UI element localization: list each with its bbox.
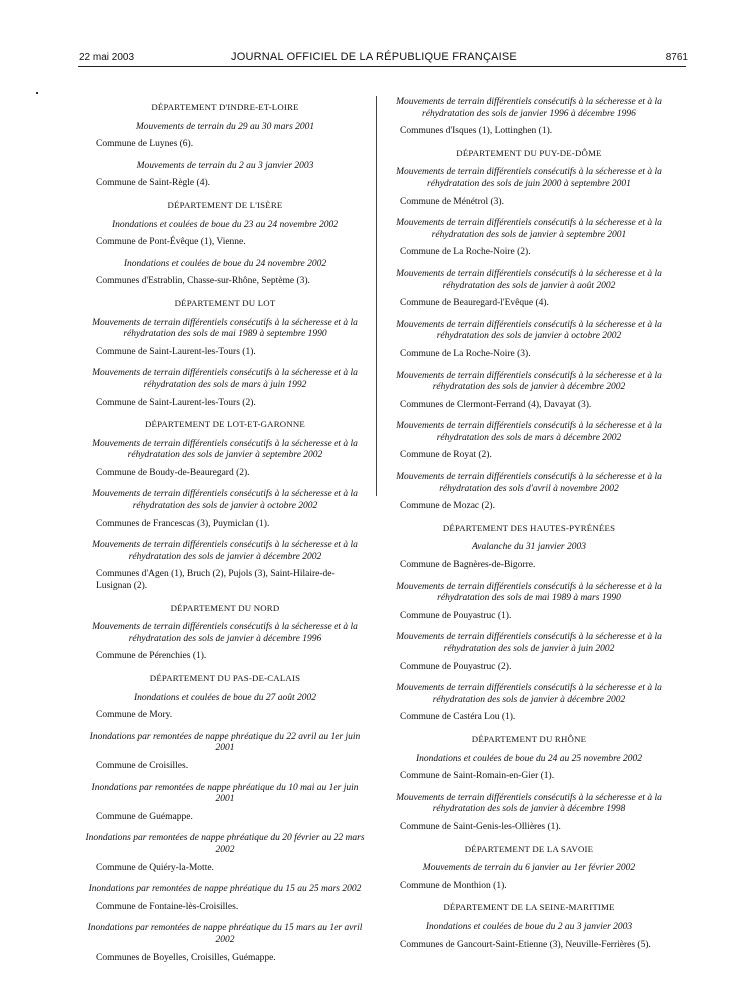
department-section [84,673,366,964]
commune-list: Commune de Pouyastruc (1). [400,610,512,621]
department-section [84,298,366,409]
event-title: Mouvements de terrain différentiels consécutifs à la sécheresse et à la réhydratation des sols de juin 2000 à septembre 2001 [396,167,662,189]
event-title: Mouvements de terrain différentiels consécutifs à la sécheresse et à la réhydratation des sols de janvier à septembre 2002 [92,438,358,461]
commune-list: Commune de La Roche-Noire (2). [400,247,531,258]
commune-list: Commune de Pont-Évêque (1), Vienne. [96,237,246,248]
commune-list: Commune de Saint-Romain-en-Gier (1). [400,771,555,782]
event-title: Mouvements de terrain différentiels consécutifs à la sécheresse et à la réhydratation des sols de mars à décembre 2002 [396,421,662,443]
event-title: Mouvements de terrain différentiels consécutifs à la sécheresse et à la réhydratation des sols de janvier à décembre 2002 [396,683,662,705]
event-title: Mouvements de terrain différentiels consécutifs à la sécheresse et à la réhydratation des sols de janvier à décembre 1996 [92,622,358,644]
department-section [388,523,670,724]
event-title: Inondations et coulées de boue du 23 au 24 novembre 2002 [111,219,339,230]
commune-list: Commune de Boudy-de-Beauregard (2). [96,467,250,478]
event-title: Avalanche du 31 janvier 2003 [472,542,586,553]
event-title: Mouvements de terrain différentiels consécutifs à la sécheresse et à la réhydratation des sols de janvier à août 2002 [396,268,662,291]
department-heading: DÉPARTEMENT DE LA SAVOIE [464,843,594,854]
commune-list: Communes d'Agen (1), Bruch (2), Pujols (3), Saint-Hilaire-de-Lusignan (2). [96,569,335,592]
department-heading: DÉPARTEMENT DES HAUTES-PYRÉNÉES [442,522,616,533]
commune-list: Commune de Bagnères-de-Bigorre. [400,560,536,571]
page-header [0,0,748,70]
department-heading: DÉPARTEMENT DU PUY-DE-DÔME [456,147,602,158]
event-title: Mouvements de terrain différentiels consécutifs à la sécheresse et à la réhydratation des sols de mai 1989 à mars 1990 [396,581,662,604]
event-title: Mouvements de terrain différentiels consécutifs à la sécheresse et à la réhydratation des sols de janvier à octobre 2002 [396,319,662,342]
commune-list: Commune de Castéra Lou (1). [400,712,516,723]
department-section [388,148,670,513]
header-title: JOURNAL OFFICIEL DE LA RÉPUBLIQUE FRANÇAISE [231,51,517,63]
event-title: Inondations par remontées de nappe phréatique du 10 mai au 1er juin 2001 [91,782,359,805]
event-title: Mouvements de terrain différentiels consécutifs à la sécheresse et à la réhydratation des sols de janvier à juin 2002 [396,632,662,654]
event-title: Mouvements de terrain différentiels consécutifs à la sécheresse et à la réhydratation des sols de janvier 1996 à décembre 1996 [396,97,662,119]
commune-list: Communes d'Estrablin, Chasse-sur-Rhône, Septème (3). [96,276,310,287]
department-section [84,200,366,288]
commune-list: Commune de Saint-Règle (4). [96,178,210,189]
event-title: Inondations par remontées de nappe phréatique du 15 au 25 mars 2002 [88,884,362,895]
header-date: 22 mai 2003 [79,52,135,63]
department-heading: DÉPARTEMENT DE LA SEINE-MARITIME [443,902,615,913]
event-title: Inondations et coulées de boue du 24 au 25 novembre 2002 [415,753,643,764]
column-divider [376,96,377,496]
event-title: Mouvements de terrain différentiels consécutifs à la sécheresse et à la réhydratation des sols de janvier à décembre 1998 [396,792,662,815]
event-title: Mouvements de terrain différentiels consécutifs à la sécheresse et à la réhydratation des sols de janvier à décembre 2002 [92,540,358,562]
commune-list: Commune de Luynes (6). [96,139,194,150]
event-title: Inondations et coulées de boue du 2 au 3 janvier 2003 [425,921,633,932]
department-section [84,603,366,663]
event-title: Mouvements de terrain différentiels consécutifs à la sécheresse et à la réhydratation des sols de janvier à septembre 2001 [396,218,662,240]
event-title: Mouvements de terrain différentiels consécutifs à la sécheresse et à la réhydratation des sols d'avril à novembre 2002 [396,472,662,494]
commune-list: Communes de Francescas (3), Puymiclan (1). [96,518,270,529]
department-heading: DÉPARTEMENT DU PAS-DE-CALAIS [149,673,301,683]
event-title: Inondations et coulées de boue du 24 novembre 2002 [123,258,327,269]
event-title: Mouvements de terrain du 6 janvier au 1er février 2002 [422,863,636,874]
margin-mark [36,92,38,94]
commune-list: Commune de Croisilles. [96,760,189,771]
header-rule [78,66,686,67]
commune-list: Communes de Boyelles, Croisilles, Guémappe. [96,952,276,963]
department-section [84,102,366,190]
department-heading: DÉPARTEMENT DE LOT-ET-GARONNE [144,419,306,430]
commune-list: Communes de Clermont-Ferrand (4), Davayat (3). [400,399,592,410]
event-title: Inondations par remontées de nappe phréatique du 20 février au 22 mars 2002 [85,833,365,855]
department-section [388,734,670,834]
commune-list: Commune de Pouyastruc (2). [400,661,512,672]
commune-list: Commune de Fontaine-lès-Croisilles. [96,901,239,912]
event-title: Mouvements de terrain différentiels consécutifs à la sécheresse et à la réhydratation des sols de janvier à décembre 2002 [396,370,662,393]
department-heading: DÉPARTEMENT DU RHÔNE [471,733,587,744]
commune-list: Commune de Saint-Laurent-les-Tours (1). [96,346,256,357]
commune-list: Commune de Pérenchies (1). [96,651,207,662]
commune-list: Communes d'Isques (1), Lottinghen (1). [400,126,553,137]
department-heading: DÉPARTEMENT D'INDRE-ET-LOIRE [151,102,299,112]
commune-list: Commune de Mory. [96,710,173,721]
commune-list: Commune de Quiéry-la-Motte. [96,862,214,873]
event-title: Mouvements de terrain différentiels consécutifs à la sécheresse et à la réhydratation des sols de janvier à octobre 2002 [92,489,358,512]
department-heading: DÉPARTEMENT DE L'ISÈRE [167,199,283,210]
event-title: Mouvements de terrain différentiels consécutifs à la sécheresse et à la réhydratation des sols de mai 1989 à septembre 1990 [92,317,358,340]
commune-list: Commune de Ménétrol (3). [400,196,504,207]
commune-list: Commune de Saint-Laurent-les-Tours (2). [96,397,256,408]
department-section [388,902,670,951]
event-title: Mouvements de terrain du 2 au 3 janvier 2003 [136,160,314,171]
header-page-number: 8761 [665,52,688,63]
commune-list: Commune de Beauregard-l'Evêque (4). [400,298,549,309]
commune-list: Communes de Gancourt-Saint-Etienne (3), Neuville-Ferrières (5). [400,939,651,950]
event-title: Mouvements de terrain différentiels consécutifs à la sécheresse et à la réhydratation des sols de mars à juin 1992 [92,368,358,390]
event-title: Mouvements de terrain du 29 au 30 mars 2001 [135,121,315,132]
department-heading: DÉPARTEMENT DU NORD [170,602,280,613]
left-column [84,97,366,974]
department-section [388,844,670,893]
event-title: Inondations par remontées de nappe phréatique du 22 avril au 1er juin 2001 [89,731,361,754]
department-section [84,419,366,593]
event-title: Inondations par remontées de nappe phréatique du 15 mars au 1er avril 2002 [87,923,363,945]
commune-list: Commune de Mozac (2). [400,501,495,512]
right-column [388,97,670,961]
department-heading: DÉPARTEMENT DU LOT [174,297,276,308]
event-title: Inondations et coulées de boue du 27 août 2002 [133,692,317,703]
department-section [388,97,670,138]
commune-list: Commune de Saint-Genis-les-Ollières (1). [400,821,561,832]
commune-list: Commune de Royat (2). [400,450,492,461]
commune-list: Commune de Monthion (1). [400,880,507,891]
commune-list: Commune de La Roche-Noire (3). [400,348,531,359]
commune-list: Commune de Guémappe. [96,811,193,822]
